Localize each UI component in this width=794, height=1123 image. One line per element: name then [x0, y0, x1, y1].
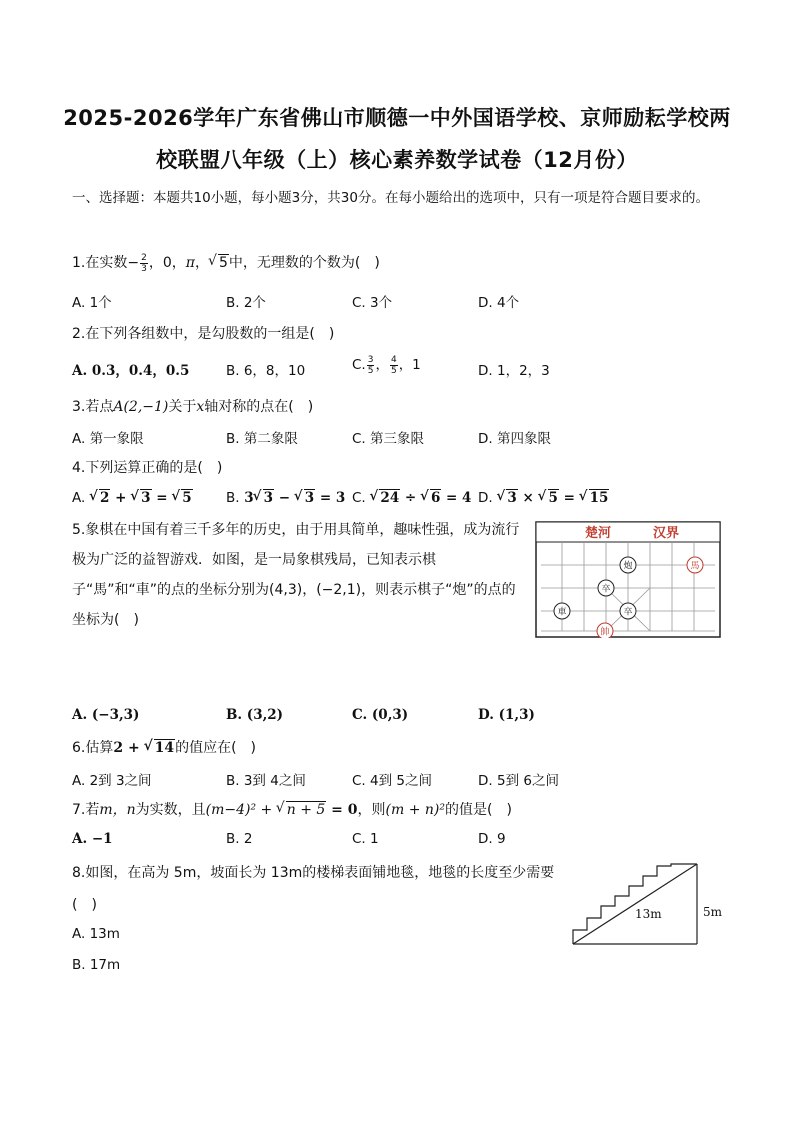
q4-option-d[interactable]: D. √ 3 × √ 5 = √ 15 — [478, 489, 609, 506]
svg-text:卒: 卒 — [623, 607, 633, 618]
q5-option-a[interactable]: A. (−3,3) — [72, 707, 140, 723]
chess-board-figure — [535, 521, 721, 638]
slope-label: 13m — [635, 907, 662, 921]
q5-option-b[interactable]: B. (3,2) — [226, 707, 284, 723]
q1-option-b[interactable]: B. 2个 — [226, 295, 266, 311]
q5-option-d[interactable]: D. (1,3) — [478, 707, 535, 723]
question-2: 2.在下列各组数中，是勾股数的一组是( ) — [72, 326, 335, 342]
exam-title-line1: 2025-2026学年广东省佛山市顺德一中外国语学校、京师励耘学校两 — [63, 106, 731, 130]
svg-text:帥: 帥 — [600, 627, 610, 638]
q6-option-a[interactable]: A. 2到 3之间 — [72, 773, 152, 789]
q7-option-a[interactable]: A. −1 — [72, 831, 113, 847]
q4-option-b[interactable]: B. 3√ 3 − √ 3 = 3 — [226, 489, 345, 506]
svg-text:卒: 卒 — [601, 584, 611, 595]
q4-option-c[interactable]: C. √ 24 ÷ √ 6 = 4 — [352, 489, 471, 506]
question-7: 7.若m，n为实数，且(m−4)² + √ n + 5 = 0，则(m + n)²的值是( ) — [72, 799, 512, 819]
section-heading: 一、选择题：本题共10小题，每小题3分，共30分。在每小题给出的选项中，只有一项是符合题目要求的。 — [72, 190, 709, 206]
q1-option-c[interactable]: C. 3个 — [352, 295, 393, 311]
exam-title-line2: 校联盟八年级（上）核心素养数学试卷（12月份） — [156, 148, 638, 172]
q8-option-b[interactable]: B. 17m — [72, 957, 121, 973]
q2-option-d[interactable]: D. 1，2，3 — [478, 363, 550, 379]
river-right-label: 汉界 — [653, 526, 680, 541]
q7-option-c[interactable]: C. 1 — [352, 831, 379, 847]
q2-option-a[interactable]: A. 0.3，0.4，0.5 — [72, 363, 190, 379]
q3-option-c[interactable]: C. 第三象限 — [352, 431, 425, 447]
q2-option-c[interactable]: C. $\frac{3}{5}$ ， $\frac{4}{5}$ ，1 — [352, 354, 421, 376]
q5-option-c[interactable]: C. (0,3) — [352, 707, 409, 723]
q2-option-b[interactable]: B. 6，8，10 — [226, 363, 306, 379]
question-8-line1: 8.如图，在高为 5m，坡面长为 13m的楼梯表面铺地毯，地毯的长度至少需要 — [72, 865, 555, 881]
svg-text:炮: 炮 — [623, 561, 633, 572]
q3-option-b[interactable]: B. 第二象限 — [226, 431, 298, 447]
sqrt: √ 5 — [218, 254, 229, 271]
question-1: 1.在实数− $\frac{2}{3}$ ，0，π，√ 5中，无理数的个数为( ) — [72, 252, 380, 274]
q4-option-a[interactable]: A. √ 2 + √ 3 = √ 5 — [72, 489, 193, 506]
q1-option-d[interactable]: D. 4个 — [478, 295, 520, 311]
q1-option-a[interactable]: A. 1个 — [72, 295, 112, 311]
q7-option-b[interactable]: B. 2 — [226, 831, 253, 847]
question-5: 5.象棋在中国有着三千多年的历史，由于用具简单，趣味性强，成为流行极为广泛的益智游戏．如图，是一局象棋残局，已知表示棋子“馬”和“車”的点的坐标分别为(4,3)，(−2,1)，则表示棋子“炮”的点的坐标为( ) — [72, 522, 520, 628]
q3-option-d[interactable]: D. 第四象限 — [478, 431, 551, 447]
q7-option-d[interactable]: D. 9 — [478, 831, 506, 847]
q6-option-b[interactable]: B. 3到 4之间 — [226, 773, 306, 789]
question-4: 4.下列运算正确的是( ) — [72, 460, 223, 476]
svg-text:車: 車 — [557, 607, 567, 618]
question-8-line2: ( ) — [72, 897, 97, 913]
question-3: 3.若点A(2,−1)关于x轴对称的点在( ) — [72, 399, 314, 415]
height-label: 5m — [703, 905, 723, 919]
river-left-label: 楚河 — [585, 526, 612, 541]
q6-option-d[interactable]: D. 5到 6之间 — [478, 773, 559, 789]
q3-option-a[interactable]: A. 第一象限 — [72, 431, 144, 447]
fraction: $\frac{2}{3}$ — [141, 252, 147, 274]
stairs-figure — [565, 858, 725, 948]
q6-option-c[interactable]: C. 4到 5之间 — [352, 773, 432, 789]
svg-text:馬: 馬 — [690, 561, 700, 572]
question-6: 6.估算2 + √ 14的值应在( ) — [72, 737, 256, 757]
q8-option-a[interactable]: A. 13m — [72, 926, 120, 942]
